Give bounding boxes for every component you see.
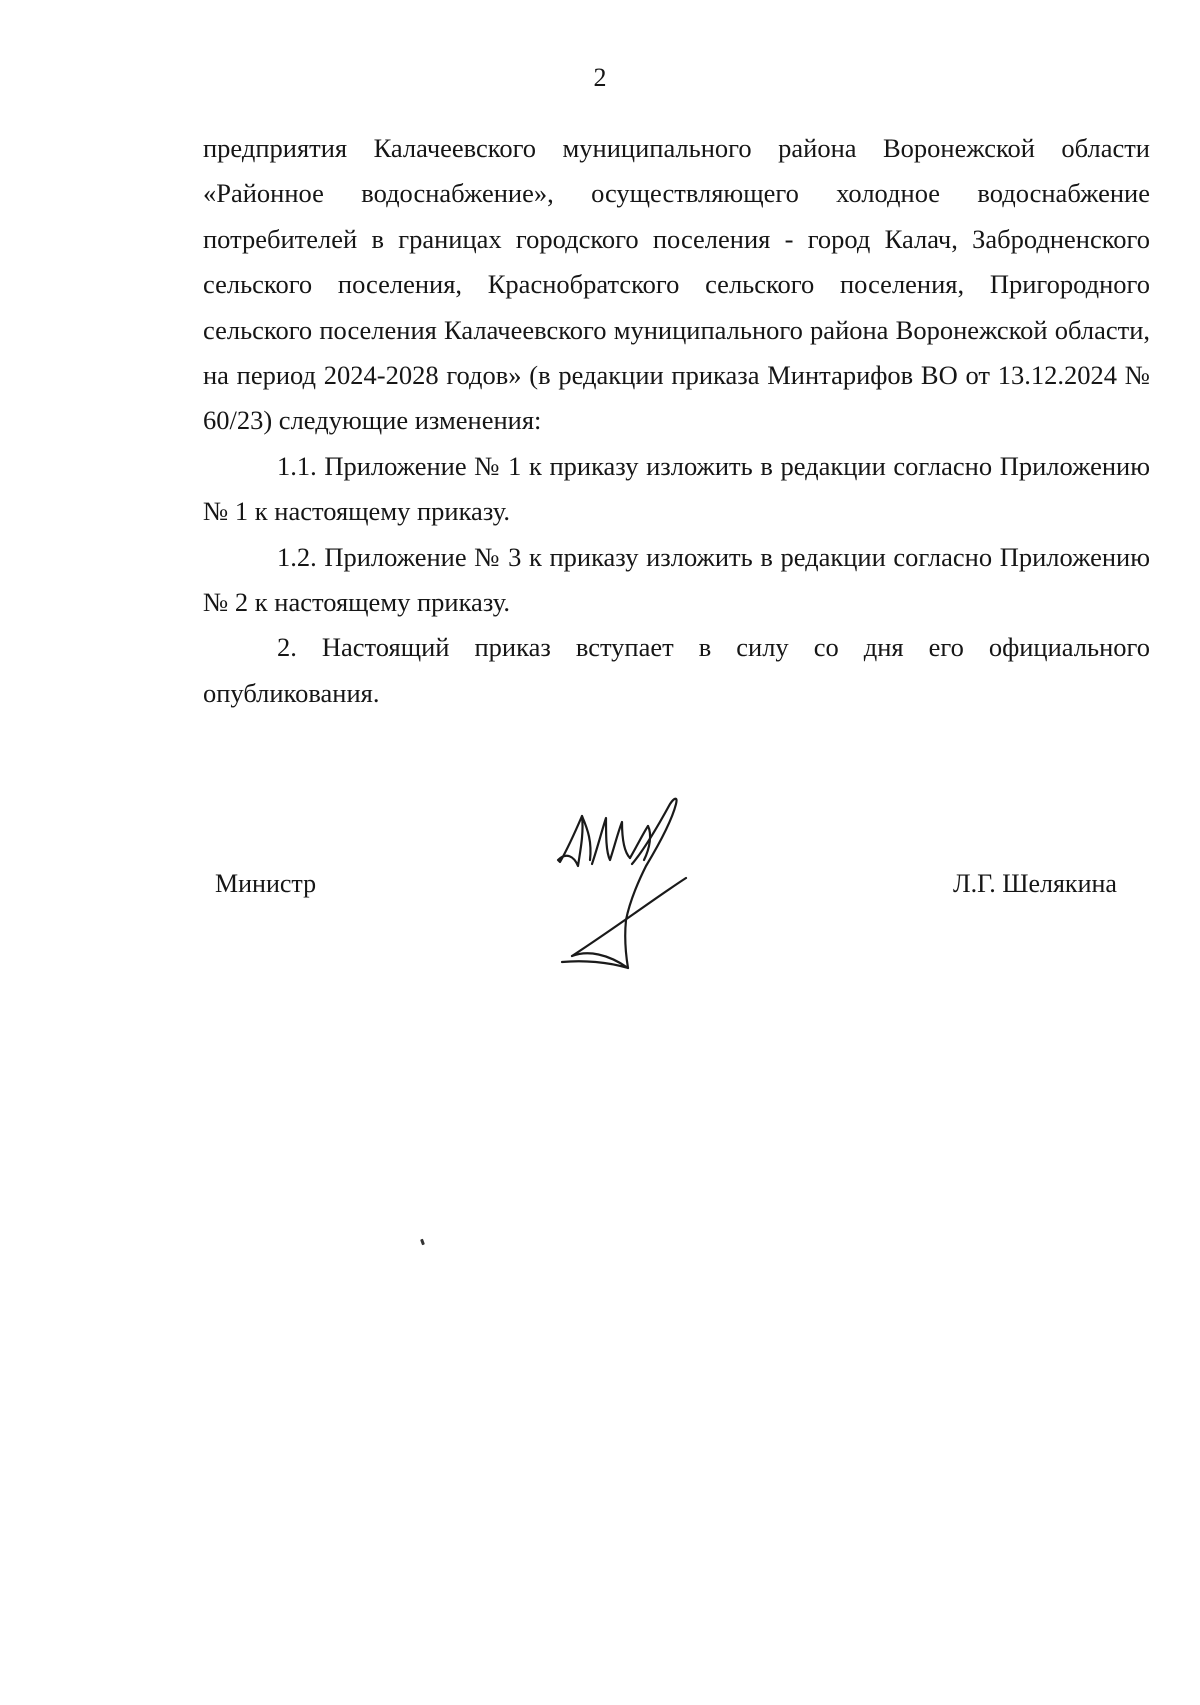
signatory-name: Л.Г. Шелякина (953, 869, 1117, 898)
paragraph-continuation: предприятия Калачеевского муниципального района Воронежской области «Районное водоснабжение», осуществляющего холодное водоснабжение потребителей в границах городского поселения - город Калач, Забродненского сельского поселения, Краснобратского сельского поселения, Пригородного сельского поселения Калачеевского муниципального района Воронежской области, на период 2024-2028 годов» (в редакции приказа Минтарифов ВО от 13.12.2024 № 60/23) следующие изменения: (203, 133, 1150, 436)
scan-speck (420, 1239, 425, 1246)
document-body (203, 126, 1150, 716)
paragraph-item-1-2: 1.2. Приложение № 3 к приказу изложить в редакции согласно Приложению № 2 к настоящему приказу. (203, 541, 1150, 618)
paragraph-item-1-1: 1.1. Приложение № 1 к приказу изложить в редакции согласно Приложению № 1 к настоящему приказу. (203, 450, 1150, 527)
signatory-title: Министр (215, 869, 317, 898)
page-number: 2 (593, 63, 607, 92)
handwritten-signature (548, 790, 718, 990)
paragraph-item-2: 2. Настоящий приказ вступает в силу со дня его официального опубликования. (203, 632, 1150, 708)
